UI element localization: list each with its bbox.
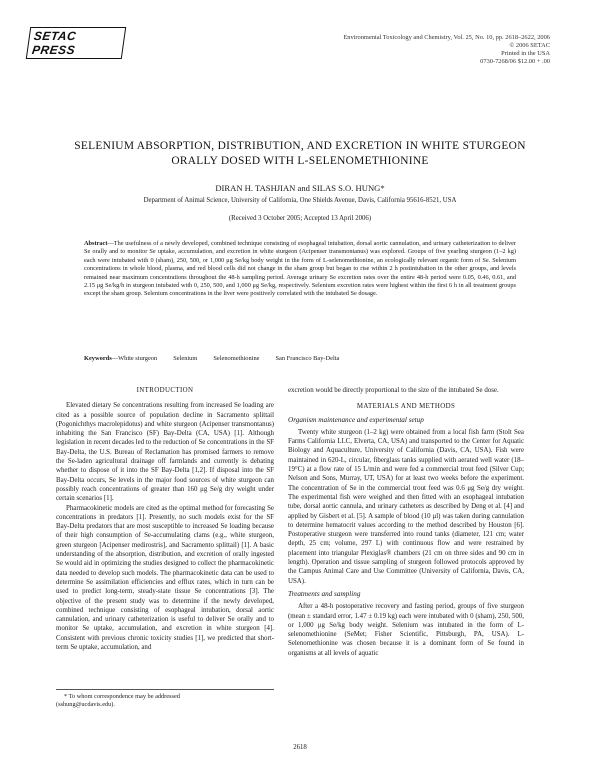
footnote-line-1: * To whom correspondence may be addressed [64, 693, 180, 700]
author-affiliation: Department of Animal Science, University of California, One Shields Avenue, Davis, California 95616-8521, USA [143, 197, 457, 204]
subheading-treatments: Treatments and sampling [288, 589, 361, 598]
keyword: Selenium [173, 355, 198, 362]
title-line-2: ORALLY DOSED WITH L-SELENOMETHIONINE [171, 155, 429, 167]
logo-text: SETAC PRESS [26, 27, 126, 59]
methods-column [288, 386, 524, 658]
keyword: Selenomethionine [213, 355, 260, 362]
intro-continuation: excretion would be directly proportional to the size of the intubated Se dose. [288, 387, 499, 394]
article-title [60, 139, 540, 169]
abstract-label: Abstract [84, 240, 108, 247]
methods-paragraph-1: Twenty white sturgeon (1–2 kg) were obtained from a local fish farm (Stolt Sea Farms California LLC, Elverta, CA, USA) and transported to the Center for Aquatic Biology and Aquaculture, University of California (Davis, CA, USA). Fish were maintained in 620-L, circular, fiberglass tanks supplied with aerated well water (18–19°C) at a flow rate of 15 L/min and were fed a commercial trout feed (Silver Cup; Nelson and Sons, Murray, UT, USA) for at least two weeks before the experiment. The concentration of Se in the commercial trout feed was 0.6 μg Se/g dry weight. The experimental fish were weighed and then fitted with an esophageal intubation tube, dorsal aortic cannula, and urinary catheters as described by Deng et al. [4] and applied by Gisbert et al. [5]. A sample of blood (10 μl) was taken during cannulation to determine hematocrit values according to the method described by Houston [6]. Postoperative sturgeon were transferred into round tanks (diameter, 121 cm; water depth, 25 cm; volume, 297 L) with continuous flow and were restrained by placement into triangular Plexiglas® chambers (21 cm on three sides and 90 cm in length). Operation and tissue sampling of sturgeon followed protocols approved by the Campus Animal Care and Use Committee (University of California, Davis, CA, USA). [288, 428, 524, 585]
methods-heading: MATERIALS AND METHODS [356, 403, 456, 411]
page-number: 2618 [293, 744, 307, 751]
author-list: DIRAN H. TASHJIAN and SILAS S.O. HUNG* [215, 183, 385, 193]
introduction-section [56, 386, 274, 652]
keyword: San Francisco Bay-Delta [275, 355, 340, 362]
received-dates: (Received 3 October 2005; Accepted 13 April 2006) [228, 215, 372, 222]
copyright-line: © 2006 SETAC [509, 42, 550, 49]
introduction-heading: INTRODUCTION [136, 387, 194, 394]
intro-paragraph-1: Elevated dietary Se concentrations resulting from increased Se loading are cited as a possible source of population decline in Sacramento splittail (Pogonichthys macrolepidotus) and white sturgeon (Acipenser transmontanus) inhabiting the San Francisco (SF) Bay-Delta (CA, USA) [1]. Although legislation in recent decades led to the reduction of Se concentrations in the SF Bay-Delta, the U.S. Bureau of Reclamation has promised farmers to remove the Se-laden agricultural drainage off farmlands and currently is debating whether to dispose of it into the SF Bay-Delta [1,2]. If disposal into the SF Bay-Delta occurs, Se levels in the major food sources of white sturgeon can possibly reach concentrations of greater than 160 μg Se/g dry weight under certain scenarios [1]. [56, 402, 274, 503]
footnote-line-2: (sshung@ucdavis.edu). [56, 701, 115, 709]
subheading-organism-maintenance: Organism maintenance and experimental setup [288, 415, 424, 424]
setac-press-logo [28, 29, 124, 57]
abstract-text: —The usefulness of a newly developed, combined technique consisting of esophageal intubation, dorsal aortic cannulation, and urinary catheterization to deliver Se orally and to monitor Se uptake, accumulation, and excretion in white sturgeon (Acipenser transmontanus) was explored. Groups of five yearling sturgeon (1–2 kg) each were intubated with 0 (sham), 250, 500, or 1,000 μg Se/kg body weight in the form of L-selenomethionine, an ecologically relevant organic form of Se. Selenium concentrations in whole blood, plasma, and red blood cells did not change in the sham group but began to rise within 2 h postintubation in the other groups, and levels remained near maximum concentrations throughout the 48-h sampling period. Average urinary Se excretion rates over the entire 48-h period were 0.05, 0.46, 0.61, and 2.15 μg Se/kg/h in sturgeon intubated with 0, 250, 500, and 1,000 μg Se/kg, respectively. Selenium excretion rates were highest within the first 6 h in all treatment groups except the sham group. Selenium concentrations in the liver were positively correlated with the intubated Se dosage. [84, 240, 516, 298]
journal-citation-line: Environmental Toxicology and Chemistry, Vol. 25, No. 10, pp. 2618–2622, 2006 [343, 34, 550, 41]
methods-paragraph-2: After a 48-h postoperative recovery and fasting period, groups of five sturgeon (mean ± standard error, 1.47 ± 0.19 kg) each were intubated with 0 (sham), 250, 500, or 1,000 μg Se/kg body weight. Selenium was intubated in the form of L-selenomethionine (SeMet; Fisher Scientific, Pittsburgh, PA, USA). L-Selenomethionine was chosen because it is a dominant form of Se found in organisms at all levels of aquatic [288, 603, 524, 657]
intro-paragraph-2: Pharmacokinetic models are cited as the optimal method for forecasting Se concentrations in predators [1]. Presently, no such models exist for the SF Bay-Delta predators that are most susceptible to increased Se loading because of their high consumption of Se-accumulating clams (e.g., white sturgeon, green sturgeon [Acipenser medirostris], and Sacramento splittail) [1]. A basic understanding of the absorption, distribution, and excretion of orally ingested Se would aid in optimizing the studies designed to collect the pharmacokinetic data needed to develop such models. The pharmacokinetic data can be used to determine Se assimilation efficiencies and efflux rates, which in turn can be used to predict long-term, steady-state tissue Se concentrations [3]. The objective of the present study was to determine if the newly developed, combined technique consisting of esophageal intubation, dorsal aortic cannulation, and urinary catheterization is useful to deliver Se orally and to monitor Se uptake, accumulation, and excretion in white sturgeon [4]. Consistent with previous chronic toxicity studies [1], we predicted that short-term Se uptake, accumulation, and [56, 504, 274, 652]
abstract [84, 240, 516, 299]
correspondence-footnote [56, 689, 274, 710]
keyword: White sturgeon [118, 355, 158, 362]
keywords: Keywords—White sturgeon Selenium Selenomethionine San Francisco Bay-Delta [84, 355, 340, 362]
keywords-label: Keywords [84, 355, 112, 362]
journal-citation [250, 34, 550, 66]
issn-line: 0730-7268/06 $12.00 + .00 [480, 58, 550, 65]
printed-line: Printed in the USA [501, 50, 550, 57]
title-line-1: SELENIUM ABSORPTION, DISTRIBUTION, AND EXCRETION IN WHITE STURGEON [74, 140, 526, 152]
